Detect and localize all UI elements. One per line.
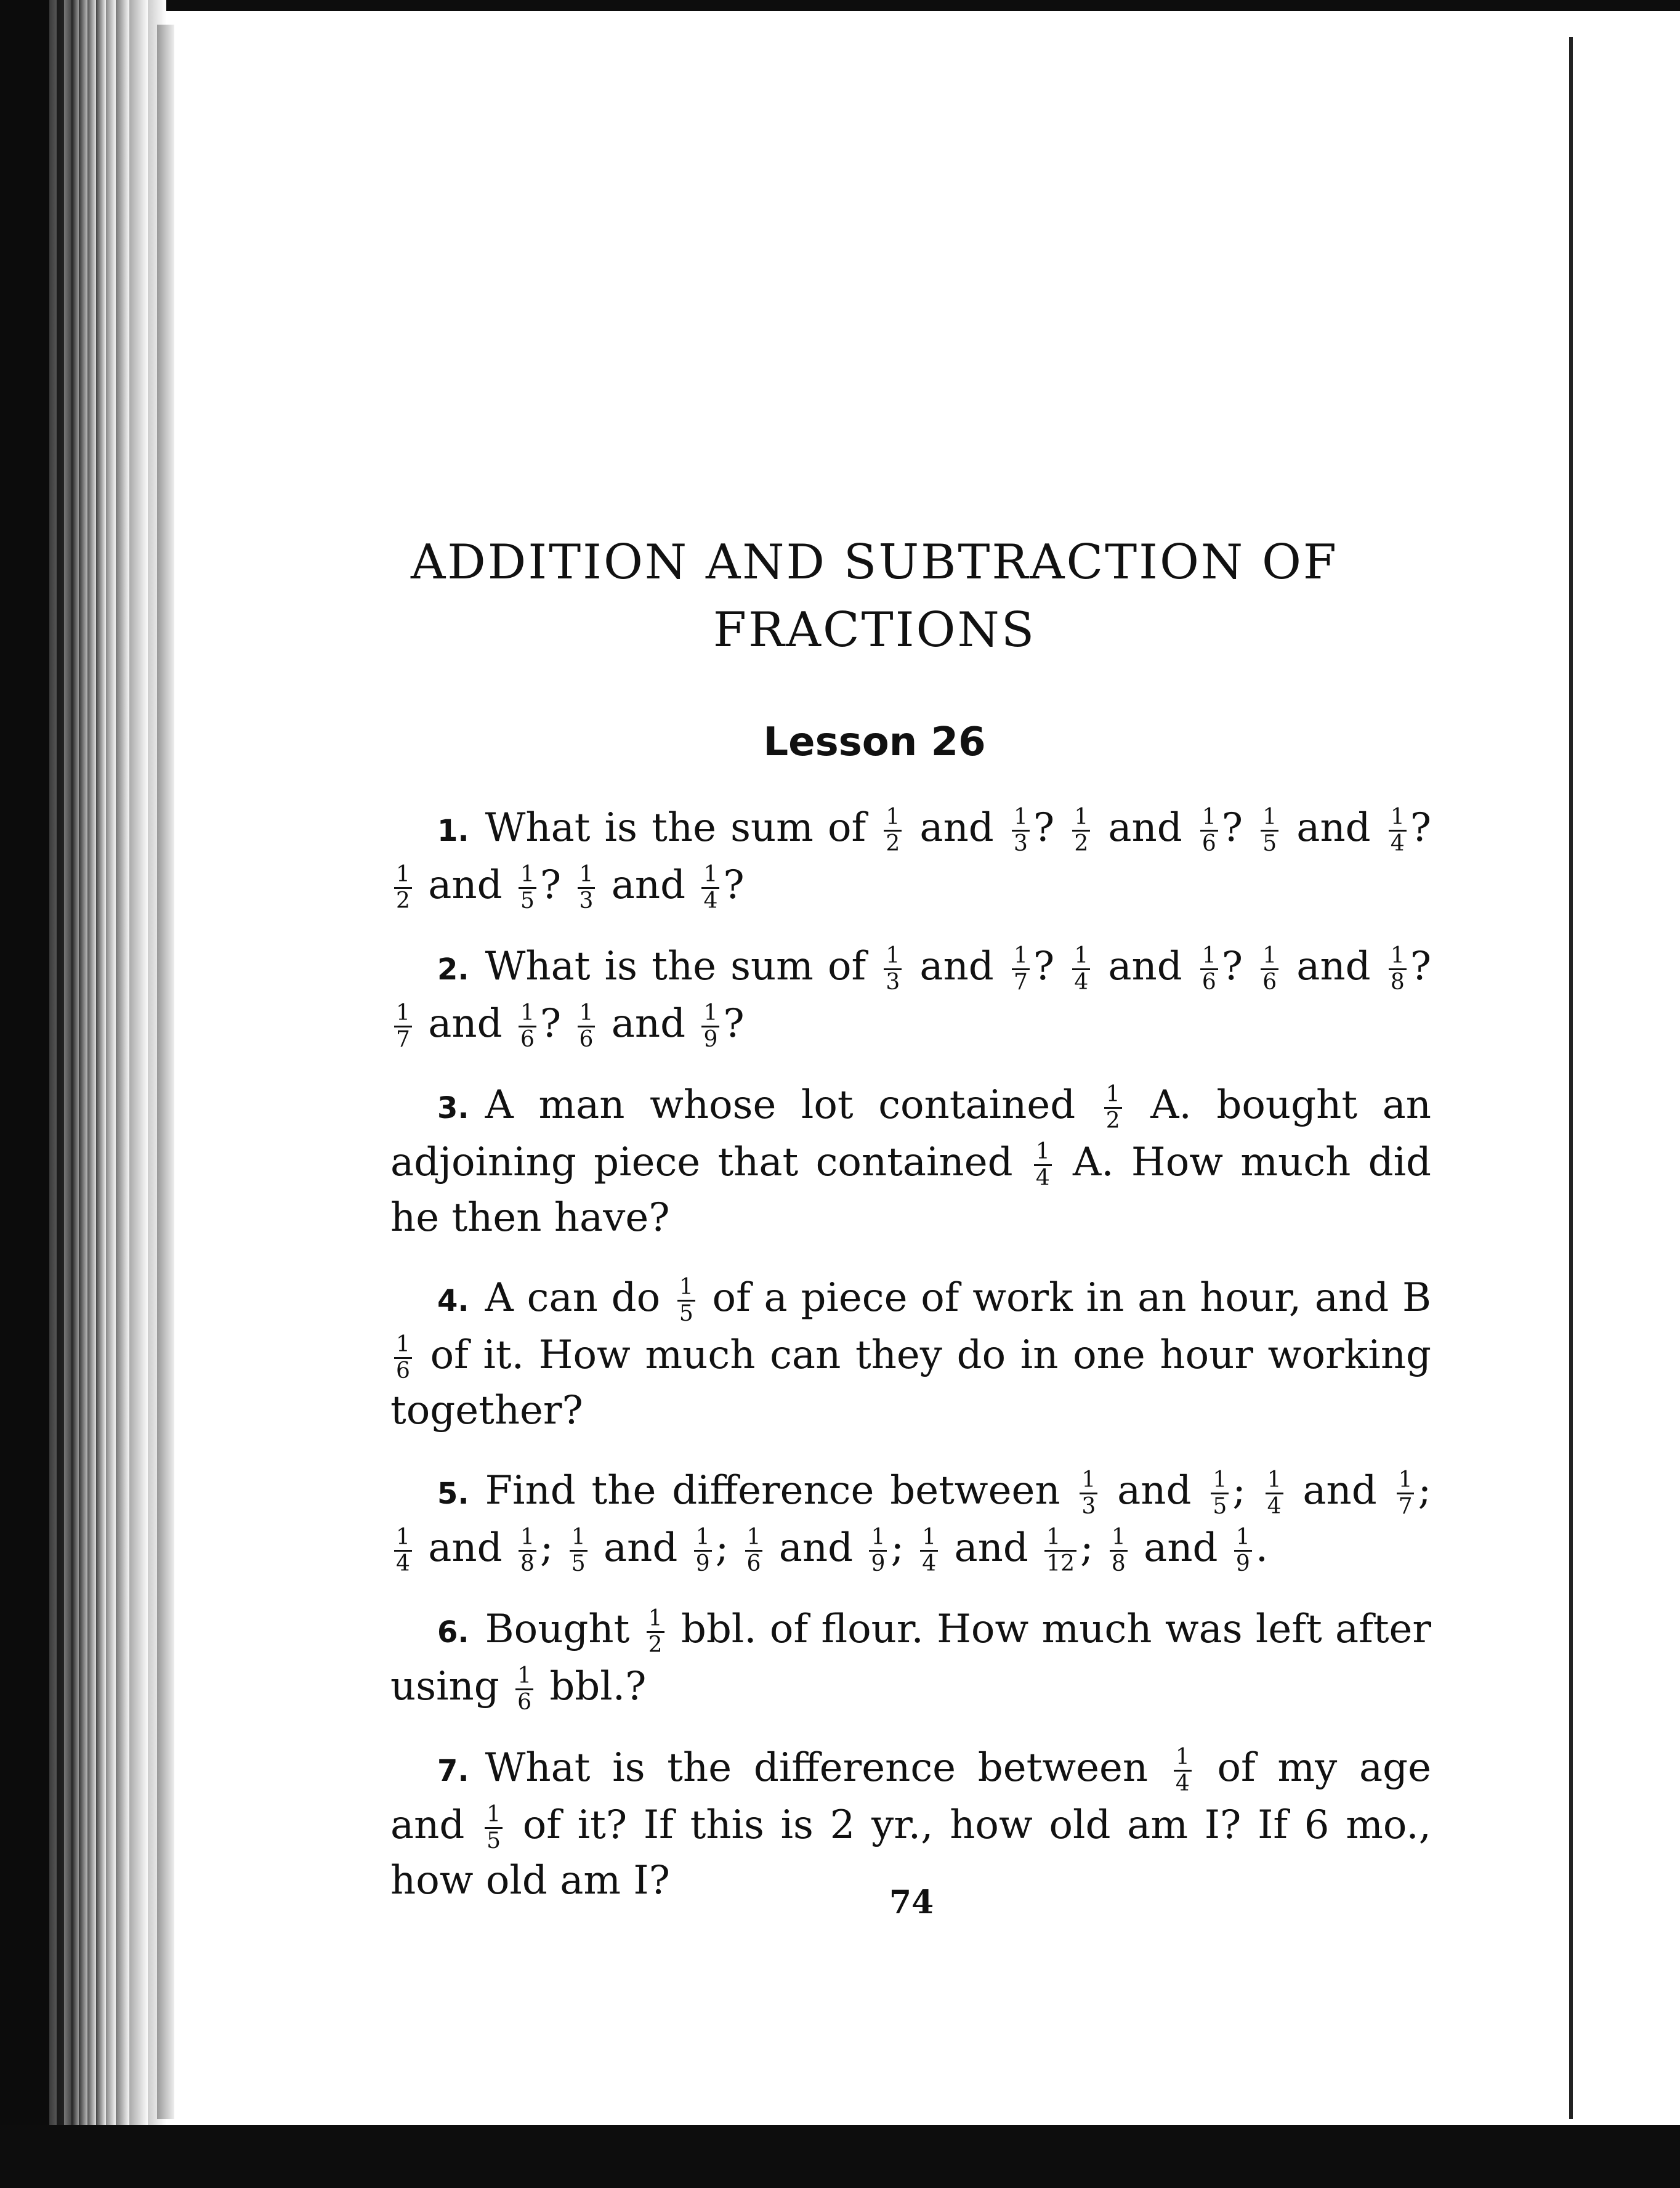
problem-text: ? bbox=[539, 862, 574, 908]
problem-text: ? bbox=[723, 1001, 745, 1047]
fraction bbox=[1389, 805, 1407, 856]
problem-text: ; bbox=[1080, 1525, 1106, 1571]
fraction bbox=[869, 1525, 887, 1576]
fraction-numerator: 1 bbox=[1200, 944, 1218, 970]
problem-text: ; bbox=[715, 1525, 741, 1571]
problem-text: and bbox=[415, 1525, 515, 1571]
problem-text: ; bbox=[1232, 1468, 1262, 1513]
fraction-numerator: 1 bbox=[1174, 1745, 1192, 1772]
fraction bbox=[1044, 1525, 1076, 1576]
fraction-denominator: 8 bbox=[1111, 1551, 1126, 1576]
problem-text: bbl.? bbox=[536, 1664, 647, 1709]
fraction-numerator: 1 bbox=[394, 1332, 412, 1359]
book-page-edges bbox=[0, 0, 166, 2137]
fraction bbox=[1174, 1745, 1192, 1796]
fraction bbox=[1012, 805, 1030, 856]
problem-text: and bbox=[1282, 805, 1385, 851]
problem-text: and bbox=[1101, 1468, 1208, 1513]
problem-number: 6. bbox=[437, 1615, 469, 1650]
fraction bbox=[1261, 805, 1278, 856]
fraction bbox=[677, 1275, 695, 1326]
fraction-numerator: 1 bbox=[1012, 805, 1030, 832]
problem-text: ? bbox=[539, 1001, 574, 1047]
problem-text: and bbox=[599, 1001, 698, 1047]
fraction bbox=[1080, 1468, 1097, 1519]
problem-text: of my age and bbox=[390, 1745, 1432, 1848]
fraction bbox=[519, 1525, 536, 1576]
fraction-numerator: 1 bbox=[570, 1525, 588, 1552]
fraction-numerator: 1 bbox=[394, 1525, 412, 1552]
fraction-numerator: 1 bbox=[394, 862, 412, 889]
fraction-denominator: 3 bbox=[1013, 831, 1028, 856]
fraction-denominator: 4 bbox=[703, 888, 718, 914]
scan-border-top bbox=[0, 0, 1680, 11]
fraction-denominator: 6 bbox=[1201, 970, 1216, 995]
fraction bbox=[519, 862, 536, 914]
fraction-denominator: 4 bbox=[1390, 831, 1405, 856]
page-edge-line bbox=[1569, 37, 1573, 2119]
fraction-numerator: 1 bbox=[1110, 1525, 1128, 1552]
section-title-line-2: FRACTIONS bbox=[713, 602, 1036, 658]
fraction-numerator: 1 bbox=[1200, 805, 1218, 832]
fraction-denominator: 8 bbox=[520, 1551, 535, 1576]
problem-text: What is the sum of bbox=[485, 944, 881, 989]
fraction-denominator: 9 bbox=[695, 1551, 710, 1576]
problem-text: and bbox=[1286, 1468, 1393, 1513]
fraction-denominator: 3 bbox=[1081, 1494, 1096, 1519]
problem-number: 1. bbox=[437, 814, 469, 848]
fraction bbox=[570, 1525, 588, 1576]
fraction bbox=[578, 1001, 596, 1052]
fraction-denominator: 7 bbox=[1398, 1494, 1413, 1519]
page-number: 74 bbox=[889, 1884, 934, 1921]
problem-text: ; bbox=[890, 1525, 917, 1571]
fraction-denominator: 2 bbox=[648, 1632, 663, 1658]
fraction-denominator: 7 bbox=[1013, 970, 1028, 995]
fraction bbox=[394, 862, 412, 914]
fraction-denominator: 4 bbox=[396, 1551, 410, 1576]
fraction-denominator: 8 bbox=[1390, 970, 1405, 995]
problem-2 bbox=[390, 939, 1431, 1052]
problem-text: What is the difference between bbox=[485, 1745, 1170, 1791]
problem-list bbox=[390, 801, 1431, 1934]
fraction bbox=[1389, 944, 1407, 995]
fraction bbox=[1397, 1468, 1415, 1519]
fraction bbox=[701, 862, 719, 914]
problem-text: and bbox=[1282, 944, 1385, 989]
problem-text: and bbox=[1131, 1525, 1230, 1571]
fraction bbox=[1211, 1468, 1229, 1519]
fraction-denominator: 12 bbox=[1046, 1551, 1075, 1576]
problem-text: of it? If this is 2 yr., how old am I? If 6 mo., how old am I? bbox=[390, 1802, 1432, 1903]
fraction-denominator: 6 bbox=[1201, 831, 1216, 856]
fraction-denominator: 5 bbox=[1213, 1494, 1227, 1519]
fraction-numerator: 1 bbox=[1261, 805, 1278, 832]
fraction bbox=[745, 1525, 763, 1576]
problem-text: bbl. of flour. How much was left after using bbox=[390, 1607, 1432, 1709]
fraction-denominator: 7 bbox=[396, 1027, 410, 1052]
fraction bbox=[1034, 1140, 1052, 1191]
problem-text: ? bbox=[1221, 805, 1258, 851]
section-title-line-1: ADDITION AND SUBTRACTION OF bbox=[410, 535, 1339, 590]
fraction-denominator: 3 bbox=[579, 888, 594, 914]
fraction-denominator: 6 bbox=[396, 1358, 410, 1384]
fraction-denominator: 4 bbox=[1175, 1771, 1190, 1796]
problem-number: 7. bbox=[437, 1754, 469, 1788]
fraction-numerator: 1 bbox=[1389, 805, 1407, 832]
fraction-numerator: 1 bbox=[920, 1525, 938, 1552]
fraction bbox=[394, 1001, 412, 1052]
facing-page-strip bbox=[1568, 11, 1680, 2125]
fraction-numerator: 1 bbox=[578, 862, 596, 889]
fraction bbox=[515, 1664, 533, 1715]
problem-4 bbox=[390, 1271, 1431, 1438]
fraction bbox=[1072, 805, 1090, 856]
fraction-denominator: 9 bbox=[703, 1027, 718, 1052]
spine-shadow bbox=[157, 25, 174, 2119]
fraction bbox=[1261, 944, 1278, 995]
problem-text: A. How much did he then have? bbox=[390, 1140, 1431, 1241]
fraction-numerator: 1 bbox=[1080, 1468, 1097, 1494]
fraction-numerator: 1 bbox=[1072, 944, 1090, 970]
fraction-numerator: 1 bbox=[1012, 944, 1030, 970]
fraction bbox=[647, 1607, 664, 1658]
section-title bbox=[388, 529, 1361, 664]
problem-text: ? bbox=[723, 862, 745, 908]
problem-text: and bbox=[1094, 944, 1197, 989]
problem-text: ? bbox=[1033, 944, 1069, 989]
problem-text: ? bbox=[1033, 805, 1069, 851]
fraction bbox=[694, 1525, 712, 1576]
fraction-denominator: 5 bbox=[571, 1551, 586, 1576]
fraction-denominator: 4 bbox=[1267, 1494, 1282, 1519]
problem-text: A man whose lot contained bbox=[485, 1082, 1100, 1128]
fraction bbox=[920, 1525, 938, 1576]
problem-text: and bbox=[905, 944, 1008, 989]
fraction bbox=[1234, 1525, 1252, 1576]
fraction-denominator: 3 bbox=[886, 970, 900, 995]
problem-5 bbox=[390, 1464, 1431, 1576]
problem-3 bbox=[390, 1078, 1431, 1245]
fraction-denominator: 5 bbox=[1262, 831, 1277, 856]
problem-7 bbox=[390, 1741, 1431, 1908]
fraction-denominator: 2 bbox=[396, 888, 410, 914]
fraction-numerator: 1 bbox=[1389, 944, 1407, 970]
fraction-numerator: 1 bbox=[1397, 1468, 1415, 1494]
fraction-denominator: 4 bbox=[1074, 970, 1089, 995]
problem-text: A can do bbox=[485, 1275, 674, 1321]
fraction-numerator: 1 bbox=[1266, 1468, 1283, 1494]
problem-text: and bbox=[415, 862, 515, 908]
fraction-numerator: 1 bbox=[519, 862, 536, 889]
fraction-numerator: 1 bbox=[515, 1664, 533, 1690]
fraction-denominator: 2 bbox=[1105, 1108, 1120, 1133]
fraction-denominator: 5 bbox=[487, 1828, 501, 1854]
fraction-numerator: 1 bbox=[1034, 1140, 1052, 1166]
scan-border-bottom bbox=[0, 2125, 1680, 2188]
problem-text: and bbox=[599, 862, 698, 908]
problem-text: ? bbox=[1410, 944, 1432, 989]
problem-text: and bbox=[905, 805, 1008, 851]
problem-number: 4. bbox=[437, 1284, 469, 1318]
fraction bbox=[884, 805, 902, 856]
fraction-numerator: 1 bbox=[701, 862, 719, 889]
fraction-denominator: 9 bbox=[871, 1551, 886, 1576]
lesson-heading: Lesson 26 bbox=[763, 719, 986, 765]
fraction bbox=[1012, 944, 1030, 995]
problem-text: ; bbox=[539, 1525, 566, 1571]
problem-text: ; bbox=[1418, 1468, 1432, 1513]
fraction bbox=[1200, 944, 1218, 995]
problem-number: 3. bbox=[437, 1091, 469, 1125]
fraction-numerator: 1 bbox=[1261, 944, 1278, 970]
problem-text: A. bought an adjoining piece that contained bbox=[390, 1082, 1432, 1185]
problem-text: . bbox=[1255, 1525, 1269, 1571]
fraction bbox=[519, 1001, 536, 1052]
problem-text: of it. How much can they do in one hour working together? bbox=[390, 1332, 1431, 1433]
fraction-numerator: 1 bbox=[884, 805, 902, 832]
problem-text: ? bbox=[1221, 944, 1258, 989]
fraction-denominator: 6 bbox=[746, 1551, 761, 1576]
fraction-numerator: 1 bbox=[485, 1802, 503, 1829]
problem-text: and bbox=[591, 1525, 690, 1571]
fraction-numerator: 1 bbox=[869, 1525, 887, 1552]
problem-text: and bbox=[766, 1525, 866, 1571]
fraction-numerator: 1 bbox=[394, 1001, 412, 1027]
fraction-numerator: 1 bbox=[519, 1001, 536, 1027]
fraction bbox=[394, 1525, 412, 1576]
fraction-denominator: 5 bbox=[520, 888, 535, 914]
fraction bbox=[485, 1802, 503, 1854]
fraction bbox=[884, 944, 902, 995]
fraction-denominator: 6 bbox=[520, 1027, 535, 1052]
fraction bbox=[1266, 1468, 1283, 1519]
problem-text: Bought bbox=[485, 1607, 643, 1652]
fraction-denominator: 5 bbox=[679, 1301, 693, 1326]
problem-text: Find the difference between bbox=[485, 1468, 1076, 1513]
fraction-denominator: 4 bbox=[1035, 1165, 1050, 1191]
fraction bbox=[578, 862, 596, 914]
problem-number: 2. bbox=[437, 952, 469, 987]
problem-text: and bbox=[415, 1001, 515, 1047]
fraction-numerator: 1 bbox=[519, 1525, 536, 1552]
fraction bbox=[1200, 805, 1218, 856]
fraction-denominator: 6 bbox=[517, 1690, 531, 1715]
fraction bbox=[394, 1332, 412, 1384]
fraction-numerator: 1 bbox=[1072, 805, 1090, 832]
fraction-denominator: 9 bbox=[1235, 1551, 1250, 1576]
problem-text: What is the sum of bbox=[485, 805, 881, 851]
problem-text: of a piece of work in an hour, and B bbox=[698, 1275, 1432, 1321]
fraction-numerator: 1 bbox=[745, 1525, 763, 1552]
fraction-numerator: 1 bbox=[1104, 1082, 1122, 1109]
problem-number: 5. bbox=[437, 1477, 469, 1511]
fraction-numerator: 1 bbox=[647, 1607, 664, 1633]
fraction bbox=[1072, 944, 1090, 995]
problem-1 bbox=[390, 801, 1431, 914]
problem-6 bbox=[390, 1602, 1431, 1715]
fraction bbox=[1110, 1525, 1128, 1576]
fraction-numerator: 1 bbox=[1044, 1525, 1076, 1552]
problem-text: ? bbox=[1410, 805, 1432, 851]
fraction-numerator: 1 bbox=[694, 1525, 712, 1552]
fraction-denominator: 6 bbox=[1262, 970, 1277, 995]
fraction-numerator: 1 bbox=[677, 1275, 695, 1302]
problem-text: and bbox=[1094, 805, 1197, 851]
fraction-numerator: 1 bbox=[1234, 1525, 1252, 1552]
fraction-numerator: 1 bbox=[1211, 1468, 1229, 1494]
fraction bbox=[701, 1001, 719, 1052]
fraction-denominator: 2 bbox=[1074, 831, 1089, 856]
fraction-numerator: 1 bbox=[701, 1001, 719, 1027]
fraction-numerator: 1 bbox=[884, 944, 902, 970]
fraction-numerator: 1 bbox=[578, 1001, 596, 1027]
fraction-denominator: 4 bbox=[922, 1551, 937, 1576]
fraction-denominator: 6 bbox=[579, 1027, 594, 1052]
fraction bbox=[1104, 1082, 1122, 1133]
problem-text: and bbox=[942, 1525, 1041, 1571]
fraction-denominator: 2 bbox=[886, 831, 900, 856]
